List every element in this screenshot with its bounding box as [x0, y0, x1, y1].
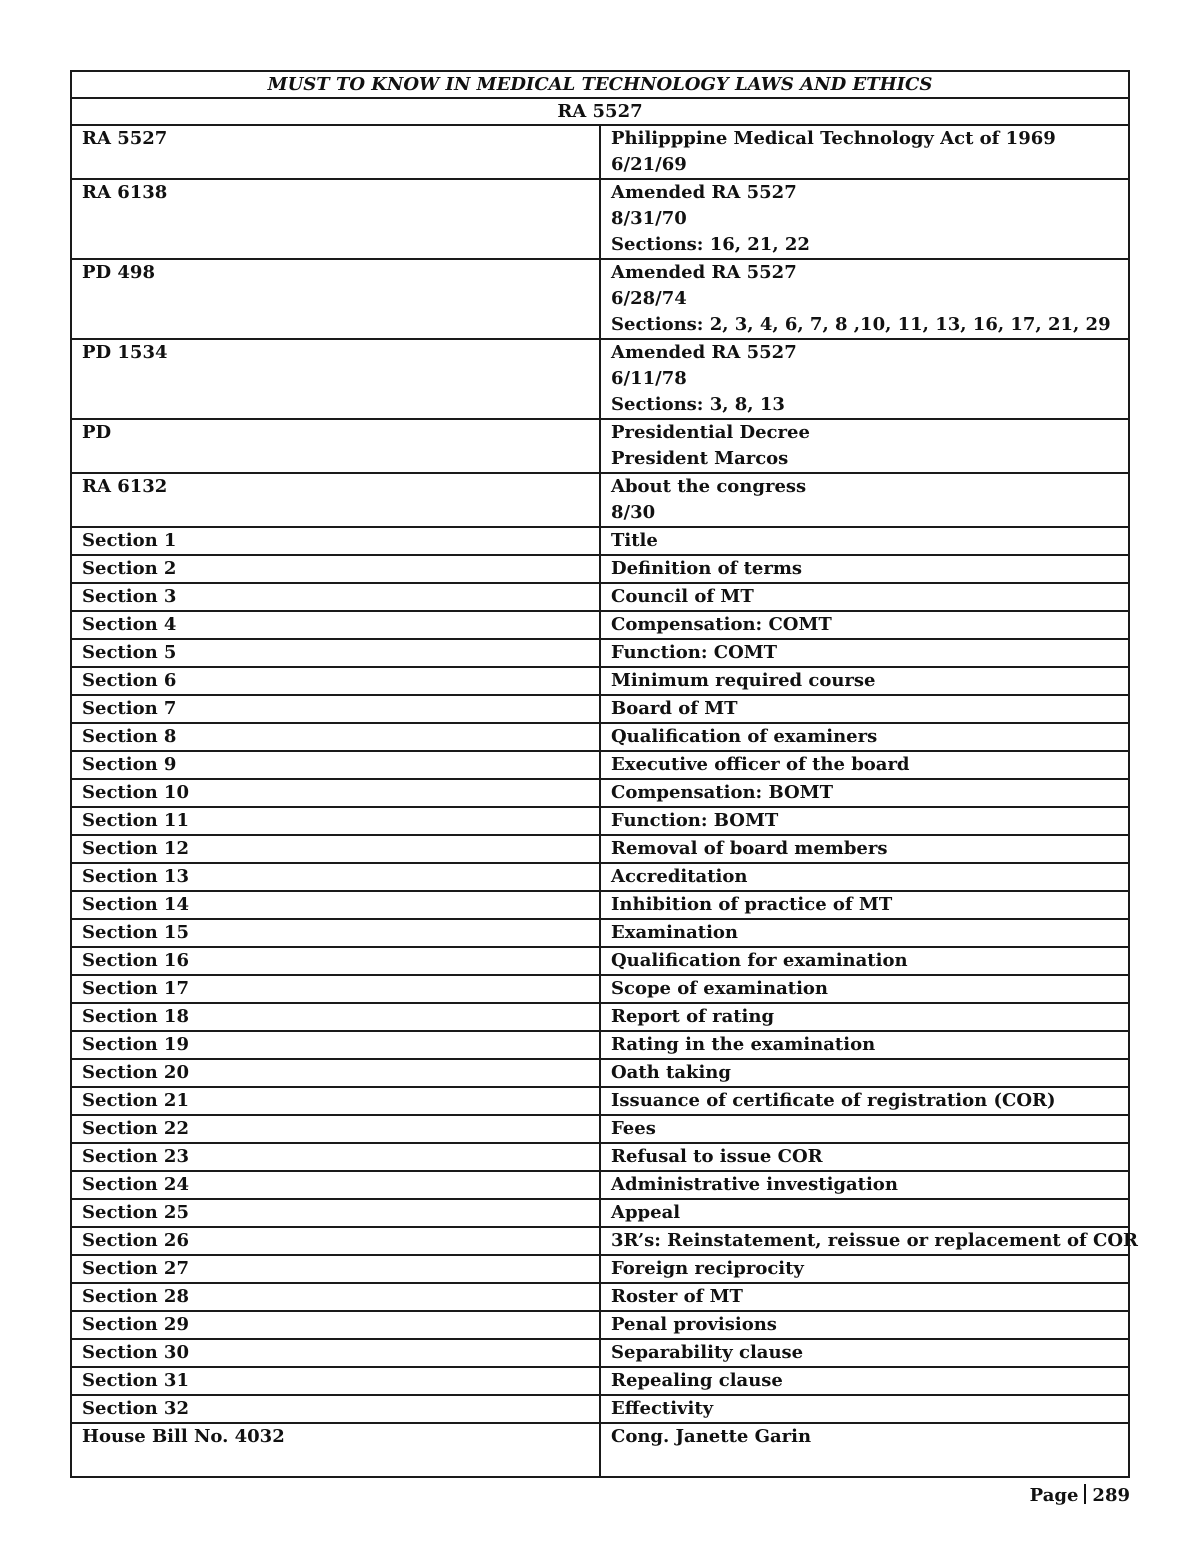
row-description: [600, 1171, 1129, 1199]
row-key: Section 22: [71, 1115, 600, 1143]
row-description: [600, 1367, 1129, 1395]
description-line: 6/21/69: [611, 154, 687, 175]
description-line: Philipppine Medical Technology Act of 1969: [611, 128, 1056, 149]
description-line: Minimum required course: [611, 670, 876, 691]
description-line: 8/31/70: [611, 208, 687, 229]
row-key: Section 25: [71, 1199, 600, 1227]
row-description: [600, 473, 1129, 527]
row-description: [600, 125, 1129, 179]
description-line: Compensation: BOMT: [611, 782, 834, 803]
table-row: [71, 919, 1129, 947]
table-row: [71, 1395, 1129, 1423]
row-description: [600, 1143, 1129, 1171]
row-key: Section 16: [71, 947, 600, 975]
table-row: [71, 179, 1129, 259]
row-description: [600, 639, 1129, 667]
description-line: Fees: [611, 1118, 656, 1139]
table-row: [71, 1059, 1129, 1087]
row-description: [600, 527, 1129, 555]
row-description: [600, 259, 1129, 339]
table-row: [71, 751, 1129, 779]
row-key: Section 21: [71, 1087, 600, 1115]
description-line: Title: [611, 530, 658, 551]
row-key: Section 1: [71, 527, 600, 555]
description-line: Amended RA 5527: [611, 262, 797, 283]
row-description: [600, 419, 1129, 473]
description-line: Sections: 3, 8, 13: [611, 394, 785, 415]
description-line: Effectivity: [611, 1398, 714, 1419]
row-description: [600, 1003, 1129, 1031]
table-row: [71, 835, 1129, 863]
table-row: [71, 611, 1129, 639]
row-description: [600, 1031, 1129, 1059]
description-line: 6/28/74: [611, 288, 687, 309]
table-title-row: [71, 71, 1129, 98]
row-description: [600, 779, 1129, 807]
row-key: Section 29: [71, 1311, 600, 1339]
table-subtitle: RA 5527: [71, 98, 1129, 125]
row-description: [600, 947, 1129, 975]
description-line: Foreign reciprocity: [611, 1258, 804, 1279]
row-key: PD 498: [71, 259, 600, 339]
table-row: [71, 1283, 1129, 1311]
row-description: [600, 1423, 1129, 1477]
table-row: [71, 779, 1129, 807]
description-line: 8/30: [611, 502, 656, 523]
table-row: [71, 667, 1129, 695]
row-description: [600, 1395, 1129, 1423]
row-key: RA 6132: [71, 473, 600, 527]
table-row: [71, 947, 1129, 975]
table-row: [71, 259, 1129, 339]
row-description: [600, 891, 1129, 919]
description-line: Roster of MT: [611, 1286, 743, 1307]
table-row: [71, 1199, 1129, 1227]
row-description: [600, 1059, 1129, 1087]
description-line: Council of MT: [611, 586, 754, 607]
description-line: 3R’s: Reinstatement, reissue or replacement of COR: [611, 1230, 1138, 1251]
row-key: Section 6: [71, 667, 600, 695]
page-label: Page: [1029, 1485, 1079, 1506]
row-key: Section 31: [71, 1367, 600, 1395]
row-description: [600, 919, 1129, 947]
row-description: [600, 695, 1129, 723]
description-line: Sections: 16, 21, 22: [611, 234, 810, 255]
description-line: Definition of terms: [611, 558, 803, 579]
table-row: [71, 1255, 1129, 1283]
row-key: House Bill No. 4032: [71, 1423, 600, 1477]
description-line: Amended RA 5527: [611, 342, 797, 363]
description-line: Inhibition of practice of MT: [611, 894, 893, 915]
row-key: PD: [71, 419, 600, 473]
row-description: [600, 1283, 1129, 1311]
description-line: Executive officer of the board: [611, 754, 910, 775]
table-row: [71, 863, 1129, 891]
row-key: Section 20: [71, 1059, 600, 1087]
row-description: [600, 1339, 1129, 1367]
row-key: Section 10: [71, 779, 600, 807]
table-row: [71, 1339, 1129, 1367]
description-line: Administrative investigation: [611, 1174, 898, 1195]
row-description: [600, 179, 1129, 259]
table-row: [71, 807, 1129, 835]
table-row: [71, 639, 1129, 667]
row-description: [600, 555, 1129, 583]
table-row: [71, 723, 1129, 751]
row-key: Section 2: [71, 555, 600, 583]
row-key: Section 13: [71, 863, 600, 891]
table-subtitle-row: [71, 98, 1129, 125]
row-key: RA 5527: [71, 125, 600, 179]
row-key: Section 18: [71, 1003, 600, 1031]
row-description: [600, 667, 1129, 695]
description-line: Rating in the examination: [611, 1034, 876, 1055]
row-description: [600, 611, 1129, 639]
description-line: Qualification for examination: [611, 950, 908, 971]
description-line: President Marcos: [611, 448, 789, 469]
row-key: Section 8: [71, 723, 600, 751]
row-description: [600, 1227, 1138, 1255]
table-row: [71, 473, 1129, 527]
description-line: Report of rating: [611, 1006, 775, 1027]
row-description: [600, 751, 1129, 779]
row-description: [600, 1255, 1129, 1283]
table-row: [71, 555, 1129, 583]
table-row: [71, 1031, 1129, 1059]
row-key: PD 1534: [71, 339, 600, 419]
row-description: [600, 863, 1129, 891]
description-line: [611, 1450, 1118, 1476]
row-key: Section 12: [71, 835, 600, 863]
description-line: Presidential Decree: [611, 422, 810, 443]
row-description: [600, 1087, 1129, 1115]
description-line: Oath taking: [611, 1062, 731, 1083]
row-key: RA 6138: [71, 179, 600, 259]
table-row: [71, 583, 1129, 611]
description-line: 6/11/78: [611, 368, 687, 389]
table-row: [71, 1367, 1129, 1395]
row-key: Section 27: [71, 1255, 600, 1283]
description-line: About the congress: [611, 476, 807, 497]
row-key: Section 15: [71, 919, 600, 947]
description-line: Issuance of certificate of registration (COR): [611, 1090, 1056, 1111]
table-row: [71, 125, 1129, 179]
row-key: Section 9: [71, 751, 600, 779]
description-line: Function: COMT: [611, 642, 778, 663]
table-row: [71, 1423, 1129, 1477]
row-description: [600, 1199, 1129, 1227]
description-line: Cong. Janette Garin: [611, 1426, 812, 1447]
description-line: Scope of examination: [611, 978, 829, 999]
table-row: [71, 1171, 1129, 1199]
row-key: Section 28: [71, 1283, 600, 1311]
table-row: [71, 1227, 1129, 1255]
description-line: Examination: [611, 922, 738, 943]
description-line: Repealing clause: [611, 1370, 783, 1391]
row-key: Section 11: [71, 807, 600, 835]
table-row: [71, 1003, 1129, 1031]
row-key: Section 14: [71, 891, 600, 919]
table-title: MUST TO KNOW IN MEDICAL TECHNOLOGY LAWS AND ETHICS: [71, 71, 1129, 98]
description-line: Qualification of examiners: [611, 726, 878, 747]
row-key: Section 32: [71, 1395, 600, 1423]
page-number: 289: [1092, 1485, 1130, 1506]
row-key: Section 24: [71, 1171, 600, 1199]
table-row: [71, 891, 1129, 919]
table-row: [71, 339, 1129, 419]
table-row: [71, 695, 1129, 723]
row-description: [600, 1115, 1129, 1143]
row-key: Section 3: [71, 583, 600, 611]
description-line: Accreditation: [611, 866, 748, 887]
row-description: [600, 583, 1129, 611]
table-row: [71, 527, 1129, 555]
row-description: [600, 1311, 1129, 1339]
row-key: Section 4: [71, 611, 600, 639]
description-line: Appeal: [611, 1202, 681, 1223]
table-row: [71, 1143, 1129, 1171]
description-line: Refusal to issue COR: [611, 1146, 823, 1167]
row-key: Section 26: [71, 1227, 600, 1255]
table-row: [71, 975, 1129, 1003]
table-row: [71, 419, 1129, 473]
row-description: [600, 807, 1129, 835]
row-key: Section 30: [71, 1339, 600, 1367]
row-key: Section 23: [71, 1143, 600, 1171]
page-separator: [1084, 1484, 1086, 1504]
document-page: [70, 70, 1138, 1478]
description-line: Removal of board members: [611, 838, 888, 859]
row-description: [600, 339, 1129, 419]
row-key: Section 5: [71, 639, 600, 667]
description-line: Compensation: COMT: [611, 614, 832, 635]
description-line: Sections: 2, 3, 4, 6, 7, 8 ,10, 11, 13, 16, 17, 21, 29: [611, 314, 1111, 335]
row-key: Section 17: [71, 975, 600, 1003]
description-line: Penal provisions: [611, 1314, 777, 1335]
laws-table: [70, 70, 1138, 1478]
description-line: Board of MT: [611, 698, 738, 719]
description-line: Function: BOMT: [611, 810, 779, 831]
page-footer: [1030, 1484, 1130, 1506]
table-row: [71, 1087, 1129, 1115]
row-description: [600, 975, 1129, 1003]
table-row: [71, 1311, 1129, 1339]
row-description: [600, 835, 1129, 863]
description-line: Separability clause: [611, 1342, 804, 1363]
row-key: Section 7: [71, 695, 600, 723]
row-description: [600, 723, 1129, 751]
description-line: Amended RA 5527: [611, 182, 797, 203]
table-row: [71, 1115, 1129, 1143]
row-key: Section 19: [71, 1031, 600, 1059]
